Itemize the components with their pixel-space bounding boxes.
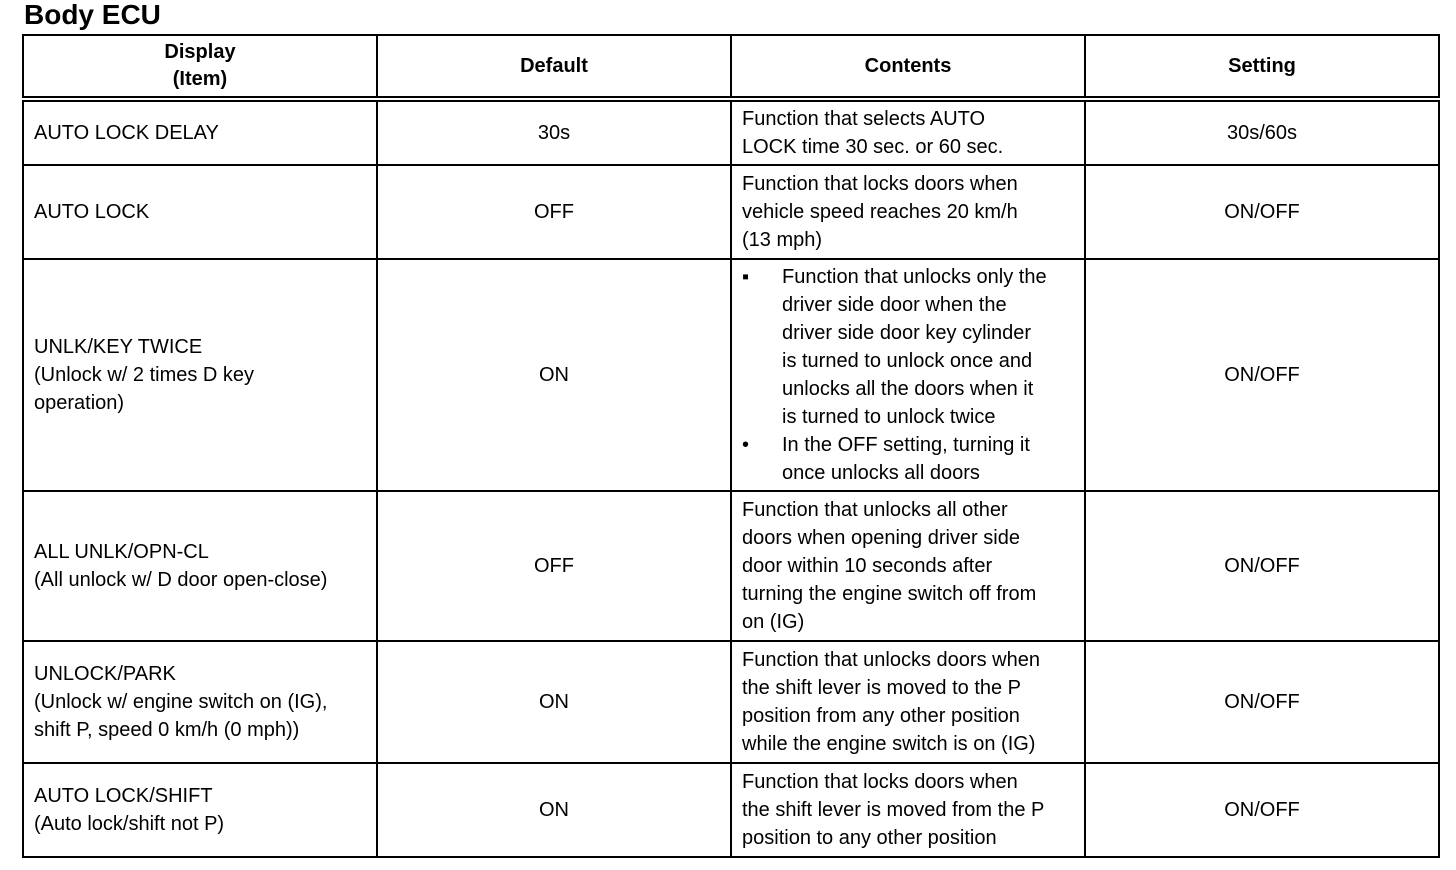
display-line: AUTO LOCK bbox=[34, 201, 150, 223]
setting-cell: ON/OFF bbox=[1085, 491, 1439, 641]
header-display-line: (Item) bbox=[172, 68, 228, 90]
display-line: shift P, speed 0 km/h (0 mph)) bbox=[34, 719, 300, 741]
contents-line: is turned to unlock once and bbox=[782, 350, 1033, 372]
contents-cell bbox=[731, 259, 1085, 491]
display-cell bbox=[23, 99, 377, 165]
display-line: AUTO LOCK/SHIFT bbox=[34, 785, 213, 807]
contents-line: doors when opening driver side bbox=[742, 527, 1020, 549]
dot-bullet-icon: • bbox=[742, 434, 750, 456]
setting-cell: ON/OFF bbox=[1085, 259, 1439, 491]
header-setting: Setting bbox=[1085, 35, 1439, 99]
contents-line: position from any other position bbox=[742, 705, 1020, 727]
header-contents: Contents bbox=[731, 35, 1085, 99]
contents-line: the shift lever is moved to the P bbox=[742, 677, 1022, 699]
setting-cell: 30s/60s bbox=[1085, 99, 1439, 165]
table-row bbox=[23, 259, 1439, 491]
contents-line: In the OFF setting, turning it bbox=[782, 434, 1030, 456]
table-header-row bbox=[23, 35, 1439, 99]
contents-line: (13 mph) bbox=[742, 229, 823, 251]
contents-line: Function that selects AUTO bbox=[742, 108, 986, 130]
display-line: (Unlock w/ 2 times D key bbox=[34, 364, 255, 386]
bullet-item bbox=[742, 431, 1074, 487]
contents-line: Function that locks doors when bbox=[742, 771, 1018, 793]
contents-line: while the engine switch is on (IG) bbox=[742, 733, 1036, 755]
default-cell: ON bbox=[377, 259, 731, 491]
contents-line: position to any other position bbox=[742, 827, 997, 849]
default-cell: ON bbox=[377, 641, 731, 763]
contents-line: LOCK time 30 sec. or 60 sec. bbox=[742, 136, 1004, 158]
contents-line: turning the engine switch off from bbox=[742, 583, 1037, 605]
default-cell: OFF bbox=[377, 491, 731, 641]
contents-line: driver side door when the bbox=[782, 294, 1007, 316]
setting-cell: ON/OFF bbox=[1085, 165, 1439, 259]
contents-bullet-list bbox=[742, 263, 1074, 487]
default-cell: ON bbox=[377, 763, 731, 857]
contents-line: is turned to unlock twice bbox=[782, 406, 996, 428]
bullet-item bbox=[742, 263, 1074, 431]
display-line: AUTO LOCK DELAY bbox=[34, 122, 219, 144]
header-display-line: Display bbox=[164, 41, 236, 63]
square-bullet-icon: ▪ bbox=[742, 266, 750, 288]
default-cell: OFF bbox=[377, 165, 731, 259]
display-cell bbox=[23, 763, 377, 857]
contents-line: door within 10 seconds after bbox=[742, 555, 993, 577]
table-row bbox=[23, 165, 1439, 259]
display-line: UNLK/KEY TWICE bbox=[34, 336, 203, 358]
table-row bbox=[23, 99, 1439, 165]
default-cell: 30s bbox=[377, 99, 731, 165]
header-default: Default bbox=[377, 35, 731, 99]
setting-cell: ON/OFF bbox=[1085, 763, 1439, 857]
display-line: UNLOCK/PARK bbox=[34, 663, 176, 685]
contents-line: once unlocks all doors bbox=[782, 462, 980, 484]
header-display bbox=[23, 35, 377, 99]
contents-line: the shift lever is moved from the P bbox=[742, 799, 1045, 821]
contents-cell bbox=[731, 491, 1085, 641]
contents-line: Function that unlocks doors when bbox=[742, 649, 1040, 671]
contents-line: Function that unlocks only the bbox=[782, 266, 1047, 288]
display-line: (Unlock w/ engine switch on (IG), bbox=[34, 691, 328, 713]
contents-line: Function that unlocks all other bbox=[742, 499, 1008, 521]
contents-line: on (IG) bbox=[742, 611, 805, 633]
contents-cell bbox=[731, 641, 1085, 763]
setting-cell: ON/OFF bbox=[1085, 641, 1439, 763]
contents-line: driver side door key cylinder bbox=[782, 322, 1031, 344]
contents-cell bbox=[731, 763, 1085, 857]
display-cell bbox=[23, 641, 377, 763]
body-ecu-table bbox=[22, 34, 1440, 858]
display-line: ALL UNLK/OPN-CL bbox=[34, 541, 209, 563]
contents-line: Function that locks doors when bbox=[742, 173, 1018, 195]
table-row bbox=[23, 641, 1439, 763]
contents-line: unlocks all the doors when it bbox=[782, 378, 1034, 400]
page-title: Body ECU bbox=[24, 0, 161, 30]
table-row bbox=[23, 763, 1439, 857]
display-cell bbox=[23, 165, 377, 259]
display-line: (Auto lock/shift not P) bbox=[34, 813, 225, 835]
table-row bbox=[23, 491, 1439, 641]
display-cell bbox=[23, 259, 377, 491]
display-line: operation) bbox=[34, 392, 125, 414]
display-cell bbox=[23, 491, 377, 641]
contents-cell bbox=[731, 99, 1085, 165]
contents-cell bbox=[731, 165, 1085, 259]
contents-line: vehicle speed reaches 20 km/h bbox=[742, 201, 1018, 223]
display-line: (All unlock w/ D door open-close) bbox=[34, 569, 328, 591]
